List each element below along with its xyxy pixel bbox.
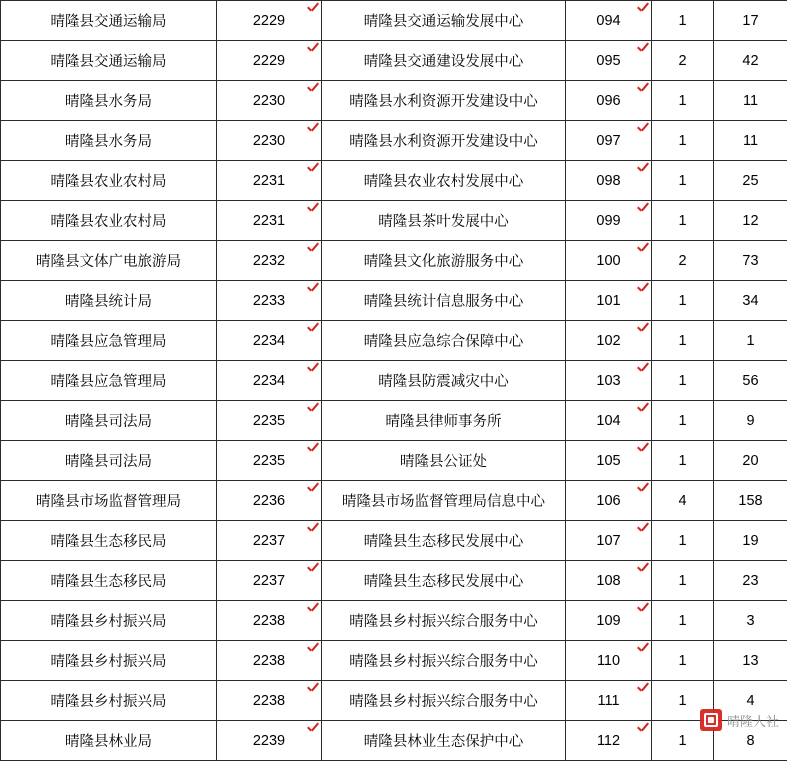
table-row (1, 441, 787, 481)
red-check-icon (636, 601, 650, 615)
table-body (1, 1, 787, 761)
cell-hire-count: 1 (652, 161, 714, 201)
cell-unit-code-text: 2238 (253, 613, 285, 629)
cell-unit-name: 晴隆县乡村振兴综合服务中心 (322, 641, 566, 681)
cell-post-code-text: 112 (597, 733, 620, 749)
red-check-icon (636, 321, 650, 335)
red-check-icon (636, 441, 650, 455)
cell-post-code-text: 105 (596, 453, 620, 469)
cell-unit-code (217, 321, 322, 361)
cell-unit-name: 晴隆县交通建设发展中心 (322, 41, 566, 81)
cell-applied-count: 20 (714, 441, 787, 481)
cell-department: 晴隆县应急管理局 (1, 321, 217, 361)
red-check-icon (636, 1, 650, 15)
cell-applied-count: 11 (714, 81, 787, 121)
table-row (1, 481, 787, 521)
cell-unit-code-text: 2230 (253, 93, 285, 109)
cell-post-code (566, 681, 652, 721)
cell-hire-count: 4 (652, 481, 714, 521)
cell-unit-name: 晴隆县农业农村发展中心 (322, 161, 566, 201)
cell-applied-count: 34 (714, 281, 787, 321)
cell-post-code (566, 321, 652, 361)
cell-unit-code (217, 241, 322, 281)
red-check-icon (306, 441, 320, 455)
cell-post-code-text: 109 (596, 613, 620, 629)
cell-post-code (566, 401, 652, 441)
red-check-icon (636, 41, 650, 55)
table-row (1, 601, 787, 641)
cell-hire-count: 1 (652, 201, 714, 241)
table-row (1, 361, 787, 401)
cell-department: 晴隆县乡村振兴局 (1, 641, 217, 681)
cell-post-code-text: 094 (596, 13, 620, 29)
cell-department: 晴隆县司法局 (1, 401, 217, 441)
cell-unit-code (217, 681, 322, 721)
cell-department: 晴隆县农业农村局 (1, 161, 217, 201)
cell-post-code-text: 102 (596, 333, 620, 349)
cell-applied-count: 158 (714, 481, 787, 521)
red-check-icon (306, 361, 320, 375)
cell-hire-count: 1 (652, 121, 714, 161)
cell-unit-code-text: 2230 (253, 133, 285, 149)
cell-unit-code-text: 2239 (253, 733, 285, 749)
cell-unit-code (217, 441, 322, 481)
table-row (1, 281, 787, 321)
cell-post-code-text: 110 (597, 653, 620, 669)
cell-post-code (566, 561, 652, 601)
cell-hire-count: 1 (652, 1, 714, 41)
red-check-icon (306, 321, 320, 335)
cell-applied-count: 23 (714, 561, 787, 601)
red-check-icon (636, 681, 650, 695)
red-check-icon (306, 721, 320, 735)
cell-unit-code (217, 641, 322, 681)
cell-department: 晴隆县文体广电旅游局 (1, 241, 217, 281)
cell-unit-code-text: 2236 (253, 493, 285, 509)
cell-post-code-text: 095 (596, 53, 620, 69)
cell-unit-code (217, 481, 322, 521)
red-check-icon (636, 201, 650, 215)
red-check-icon (306, 41, 320, 55)
cell-unit-code-text: 2232 (253, 253, 285, 269)
red-check-icon (306, 641, 320, 655)
cell-unit-name: 晴隆县乡村振兴综合服务中心 (322, 681, 566, 721)
cell-applied-count: 12 (714, 201, 787, 241)
cell-unit-code-text: 2231 (253, 173, 285, 189)
cell-applied-count: 17 (714, 1, 787, 41)
table-row (1, 121, 787, 161)
red-check-icon (306, 201, 320, 215)
cell-department: 晴隆县生态移民局 (1, 521, 217, 561)
cell-post-code-text: 100 (596, 253, 620, 269)
red-check-icon (636, 721, 650, 735)
cell-unit-code-text: 2235 (253, 413, 285, 429)
red-check-icon (306, 481, 320, 495)
cell-hire-count: 1 (652, 441, 714, 481)
cell-unit-code (217, 521, 322, 561)
table-row (1, 161, 787, 201)
cell-unit-code-text: 2234 (253, 373, 285, 389)
watermark-label: 晴隆人社 (727, 711, 779, 730)
red-check-icon (636, 561, 650, 575)
cell-hire-count: 1 (652, 561, 714, 601)
cell-unit-code (217, 81, 322, 121)
cell-applied-count: 3 (714, 601, 787, 641)
red-check-icon (636, 161, 650, 175)
cell-applied-count: 19 (714, 521, 787, 561)
cell-post-code (566, 281, 652, 321)
cell-unit-code (217, 1, 322, 41)
cell-post-code (566, 81, 652, 121)
table-row (1, 561, 787, 601)
cell-hire-count: 2 (652, 241, 714, 281)
table-row (1, 201, 787, 241)
cell-department: 晴隆县林业局 (1, 721, 217, 761)
cell-department: 晴隆县水务局 (1, 81, 217, 121)
red-check-icon (636, 241, 650, 255)
cell-post-code-text: 107 (596, 533, 620, 549)
cell-department: 晴隆县交通运输局 (1, 1, 217, 41)
red-check-icon (306, 281, 320, 295)
cell-department: 晴隆县水务局 (1, 121, 217, 161)
cell-post-code (566, 201, 652, 241)
cell-unit-code-text: 2229 (253, 53, 285, 69)
cell-applied-count: 25 (714, 161, 787, 201)
cell-unit-name: 晴隆县市场监督管理局信息中心 (322, 481, 566, 521)
cell-post-code-text: 097 (596, 133, 620, 149)
cell-post-code (566, 441, 652, 481)
table-row (1, 241, 787, 281)
cell-hire-count: 1 (652, 81, 714, 121)
cell-hire-count: 1 (652, 681, 714, 721)
red-check-icon (636, 281, 650, 295)
red-check-icon (306, 121, 320, 135)
cell-post-code-text: 103 (596, 373, 620, 389)
cell-unit-code (217, 201, 322, 241)
table-row (1, 681, 787, 721)
cell-post-code (566, 481, 652, 521)
cell-post-code-text: 106 (596, 493, 620, 509)
table-row (1, 81, 787, 121)
cell-hire-count: 1 (652, 361, 714, 401)
cell-unit-name: 晴隆县文化旅游服务中心 (322, 241, 566, 281)
cell-hire-count: 1 (652, 281, 714, 321)
cell-post-code-text: 101 (596, 293, 620, 309)
table-row (1, 1, 787, 41)
cell-unit-code (217, 121, 322, 161)
red-check-icon (306, 161, 320, 175)
cell-unit-code (217, 601, 322, 641)
red-check-icon (306, 1, 320, 15)
table-row (1, 321, 787, 361)
cell-department: 晴隆县统计局 (1, 281, 217, 321)
cell-applied-count: 56 (714, 361, 787, 401)
cell-post-code (566, 41, 652, 81)
cell-unit-name: 晴隆县公证处 (322, 441, 566, 481)
cell-unit-code (217, 721, 322, 761)
cell-department: 晴隆县乡村振兴局 (1, 601, 217, 641)
cell-hire-count: 1 (652, 401, 714, 441)
cell-unit-code-text: 2238 (253, 653, 285, 669)
table-row (1, 641, 787, 681)
cell-unit-name: 晴隆县乡村振兴综合服务中心 (322, 601, 566, 641)
cell-unit-code-text: 2237 (253, 573, 285, 589)
cell-unit-code-text: 2234 (253, 333, 285, 349)
cell-applied-count: 8 (714, 721, 787, 761)
cell-applied-count: 73 (714, 241, 787, 281)
cell-post-code (566, 1, 652, 41)
cell-post-code-text: 104 (596, 413, 620, 429)
cell-unit-code (217, 161, 322, 201)
cell-hire-count: 1 (652, 321, 714, 361)
cell-applied-count: 4 (714, 681, 787, 721)
cell-unit-code-text: 2237 (253, 533, 285, 549)
cell-department: 晴隆县生态移民局 (1, 561, 217, 601)
red-check-icon (636, 361, 650, 375)
cell-department: 晴隆县应急管理局 (1, 361, 217, 401)
cell-hire-count: 1 (652, 721, 714, 761)
cell-applied-count: 42 (714, 41, 787, 81)
cell-unit-name: 晴隆县生态移民发展中心 (322, 561, 566, 601)
red-check-icon (306, 521, 320, 535)
cell-unit-code-text: 2229 (253, 13, 285, 29)
cell-post-code (566, 361, 652, 401)
cell-post-code-text: 098 (596, 173, 620, 189)
red-check-icon (306, 681, 320, 695)
cell-unit-code-text: 2231 (253, 213, 285, 229)
cell-unit-code-text: 2235 (253, 453, 285, 469)
cell-unit-code (217, 401, 322, 441)
cell-unit-name: 晴隆县水利资源开发建设中心 (322, 121, 566, 161)
wechat-logo-icon (700, 709, 722, 731)
table-row (1, 521, 787, 561)
cell-department: 晴隆县司法局 (1, 441, 217, 481)
cell-unit-name: 晴隆县茶叶发展中心 (322, 201, 566, 241)
cell-post-code-text: 111 (597, 693, 619, 709)
red-check-icon (636, 521, 650, 535)
table-row (1, 401, 787, 441)
cell-post-code-text: 099 (596, 213, 620, 229)
red-check-icon (306, 81, 320, 95)
cell-unit-code-text: 2233 (253, 293, 285, 309)
cell-hire-count: 1 (652, 641, 714, 681)
cell-unit-name: 晴隆县应急综合保障中心 (322, 321, 566, 361)
cell-unit-name: 晴隆县防震减灾中心 (322, 361, 566, 401)
cell-unit-code-text: 2238 (253, 693, 285, 709)
cell-department: 晴隆县交通运输局 (1, 41, 217, 81)
cell-unit-code (217, 561, 322, 601)
red-check-icon (636, 481, 650, 495)
cell-department: 晴隆县农业农村局 (1, 201, 217, 241)
cell-post-code (566, 121, 652, 161)
cell-unit-name: 晴隆县林业生态保护中心 (322, 721, 566, 761)
cell-applied-count: 13 (714, 641, 787, 681)
cell-unit-code (217, 361, 322, 401)
cell-unit-name: 晴隆县水利资源开发建设中心 (322, 81, 566, 121)
cell-post-code (566, 601, 652, 641)
red-check-icon (636, 121, 650, 135)
cell-hire-count: 1 (652, 521, 714, 561)
cell-applied-count: 11 (714, 121, 787, 161)
cell-applied-count: 9 (714, 401, 787, 441)
watermark (700, 709, 779, 731)
cell-unit-name: 晴隆县统计信息服务中心 (322, 281, 566, 321)
cell-post-code (566, 161, 652, 201)
red-check-icon (636, 401, 650, 415)
cell-post-code (566, 721, 652, 761)
cell-post-code-text: 096 (596, 93, 620, 109)
red-check-icon (306, 241, 320, 255)
red-check-icon (636, 81, 650, 95)
cell-unit-name: 晴隆县交通运输发展中心 (322, 1, 566, 41)
cell-post-code (566, 521, 652, 561)
red-check-icon (306, 561, 320, 575)
cell-department: 晴隆县市场监督管理局 (1, 481, 217, 521)
cell-unit-name: 晴隆县生态移民发展中心 (322, 521, 566, 561)
cell-post-code (566, 641, 652, 681)
cell-post-code (566, 241, 652, 281)
cell-unit-code (217, 281, 322, 321)
red-check-icon (306, 401, 320, 415)
cell-unit-code (217, 41, 322, 81)
table-row (1, 41, 787, 81)
cell-hire-count: 2 (652, 41, 714, 81)
red-check-icon (306, 601, 320, 615)
cell-unit-name: 晴隆县律师事务所 (322, 401, 566, 441)
red-check-icon (636, 641, 650, 655)
cell-applied-count: 1 (714, 321, 787, 361)
cell-department: 晴隆县乡村振兴局 (1, 681, 217, 721)
cell-post-code-text: 108 (596, 573, 620, 589)
cell-hire-count: 1 (652, 601, 714, 641)
table-row (1, 721, 787, 761)
